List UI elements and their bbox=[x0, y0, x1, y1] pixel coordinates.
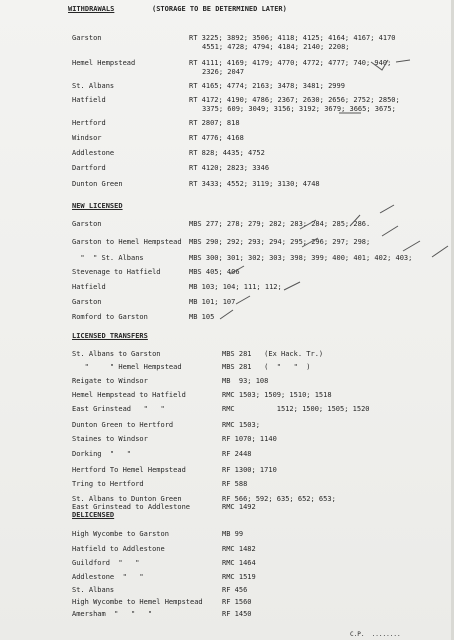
place-label: Tring to Hertford bbox=[72, 480, 144, 488]
place-label: Garston bbox=[72, 34, 102, 42]
place-label: East Grinstead to Addlestone bbox=[72, 503, 191, 511]
place-label: " " St. Albans bbox=[72, 254, 144, 262]
place-label: Amersham " " " bbox=[72, 610, 153, 618]
reg-line: RT 3433; 4552; 3119; 3130; 4748 bbox=[189, 180, 320, 188]
storage-note: (STORAGE TO BE DETERMINED LATER) bbox=[152, 5, 287, 13]
reg-line: MBS 277; 278; 279; 282; 283; 284; 285; 286. bbox=[189, 220, 371, 228]
reg-line: MB 93; 108 bbox=[222, 377, 269, 385]
place-label: Garston bbox=[72, 298, 102, 306]
reg-line: RMC 1503; bbox=[222, 421, 260, 429]
reg-line: MBS 405; 406 bbox=[189, 268, 240, 276]
place-label: Windsor bbox=[72, 134, 102, 142]
licensed-transfers-heading: LICENSED TRANSFERS bbox=[72, 332, 148, 340]
reg-line: RF 588 bbox=[222, 480, 248, 488]
reg-line: MB 99 bbox=[222, 530, 244, 538]
reg-line: RT 3225; 3892; 3506; 4118; 4125; 4164; 4167; 4170 bbox=[189, 34, 396, 42]
withdrawals-heading: WITHDRAWALS bbox=[68, 5, 115, 13]
place-label: Addlestone " " bbox=[72, 573, 144, 581]
reg-line: RT 828; 4435; 4752 bbox=[189, 149, 265, 157]
reg-line: RF 566; 592; 635; 652; 653; bbox=[222, 495, 336, 503]
reg-line: MBS 300; 301; 302; 303; 398; 399; 400; 401; 402; 403; bbox=[189, 254, 413, 262]
reg-line: RF 1070; 1140 bbox=[222, 435, 277, 443]
place-label: Garston to Hemel Hempstead bbox=[72, 238, 182, 246]
reg-line: RT 2807; 818 bbox=[189, 119, 240, 127]
place-label: Hemel Hempstead bbox=[72, 59, 136, 67]
place-label: Stevenage to Hatfield bbox=[72, 268, 161, 276]
reg-line: 4551; 4728; 4794; 4184; 2140; 2208; bbox=[202, 43, 350, 51]
delicensed-heading: DELICENSED bbox=[72, 511, 115, 519]
place-label: Hertford bbox=[72, 119, 106, 127]
reg-line: MB 103; 104; 111; 112; bbox=[189, 283, 282, 291]
footer-mark: C.P. ........ bbox=[350, 631, 401, 638]
reg-line: RT 4172; 4190; 4786; 2367; 2630; 2656; 2752; 2850; bbox=[189, 96, 400, 104]
reg-line: RMC 1482 bbox=[222, 545, 256, 553]
place-label: Reigate to Windsor bbox=[72, 377, 148, 385]
reg-line: MBS 290; 292; 293; 294; 295; 296; 297; 298; bbox=[189, 238, 371, 246]
place-label: High Wycombe to Hemel Hempstead bbox=[72, 598, 203, 606]
place-label: Hatfield bbox=[72, 96, 106, 104]
reg-line: RMC 1503; 1509; 1510; 1518 bbox=[222, 391, 332, 399]
reg-line: RF 1560 bbox=[222, 598, 252, 606]
reg-line: RMC 1464 bbox=[222, 559, 256, 567]
place-label: St. Albans bbox=[72, 82, 115, 90]
reg-line: MBS 281 (Ex Hack. Tr.) bbox=[222, 350, 324, 358]
reg-line: MB 101; 107 bbox=[189, 298, 236, 306]
place-label: Staines to Windsor bbox=[72, 435, 148, 443]
place-label: Hemel Hempstead to Hatfield bbox=[72, 391, 186, 399]
reg-line: RT 4776; 4168 bbox=[189, 134, 244, 142]
place-label: High Wycombe to Garston bbox=[72, 530, 169, 538]
reg-line: RT 4111; 4169; 4179; 4770; 4772; 4777; 740; 940; bbox=[189, 59, 392, 67]
reg-line: RF 1300; 1710 bbox=[222, 466, 277, 474]
place-label: Dunton Green to Hertford bbox=[72, 421, 174, 429]
place-label: St. Albans to Dunton Green bbox=[72, 495, 182, 503]
place-label: " " Hemel Hempstead bbox=[72, 363, 182, 371]
reg-line: RF 2448 bbox=[222, 450, 252, 458]
place-label: Dorking " " bbox=[72, 450, 132, 458]
place-label: Guildford " " bbox=[72, 559, 140, 567]
reg-line: RF 456 bbox=[222, 586, 248, 594]
place-label: Dartford bbox=[72, 164, 106, 172]
reg-line: RMC 1492 bbox=[222, 503, 256, 511]
reg-line: RT 4165; 4774; 2163; 3478; 3481; 2999 bbox=[189, 82, 345, 90]
reg-line: 3375; 609; 3049; 3156; 3192; 3679; 3665; 3675; bbox=[202, 105, 396, 113]
place-label: Garston bbox=[72, 220, 102, 228]
reg-line: RMC 1519 bbox=[222, 573, 256, 581]
reg-line: MBS 281 ( " " ) bbox=[222, 363, 311, 371]
place-label: Hatfield to Addlestone bbox=[72, 545, 165, 553]
place-label: St. Albans to Garston bbox=[72, 350, 161, 358]
place-label: Addlestone bbox=[72, 149, 115, 157]
place-label: Dunton Green bbox=[72, 180, 123, 188]
place-label: Romford to Garston bbox=[72, 313, 148, 321]
place-label: Hertford To Hemel Hempstead bbox=[72, 466, 186, 474]
reg-line: 2326; 2047 bbox=[202, 68, 245, 76]
reg-line: MB 105 bbox=[189, 313, 215, 321]
place-label: St. Albans bbox=[72, 586, 115, 594]
reg-line: RT 4120; 2823; 3346 bbox=[189, 164, 270, 172]
reg-line: RMC 1512; 1500; 1505; 1520 bbox=[222, 405, 370, 413]
reg-line: RF 1450 bbox=[222, 610, 252, 618]
place-label: Hatfield bbox=[72, 283, 106, 291]
place-label: East Grinstead " " bbox=[72, 405, 165, 413]
new-licensed-heading: NEW LICENSED bbox=[72, 202, 123, 210]
